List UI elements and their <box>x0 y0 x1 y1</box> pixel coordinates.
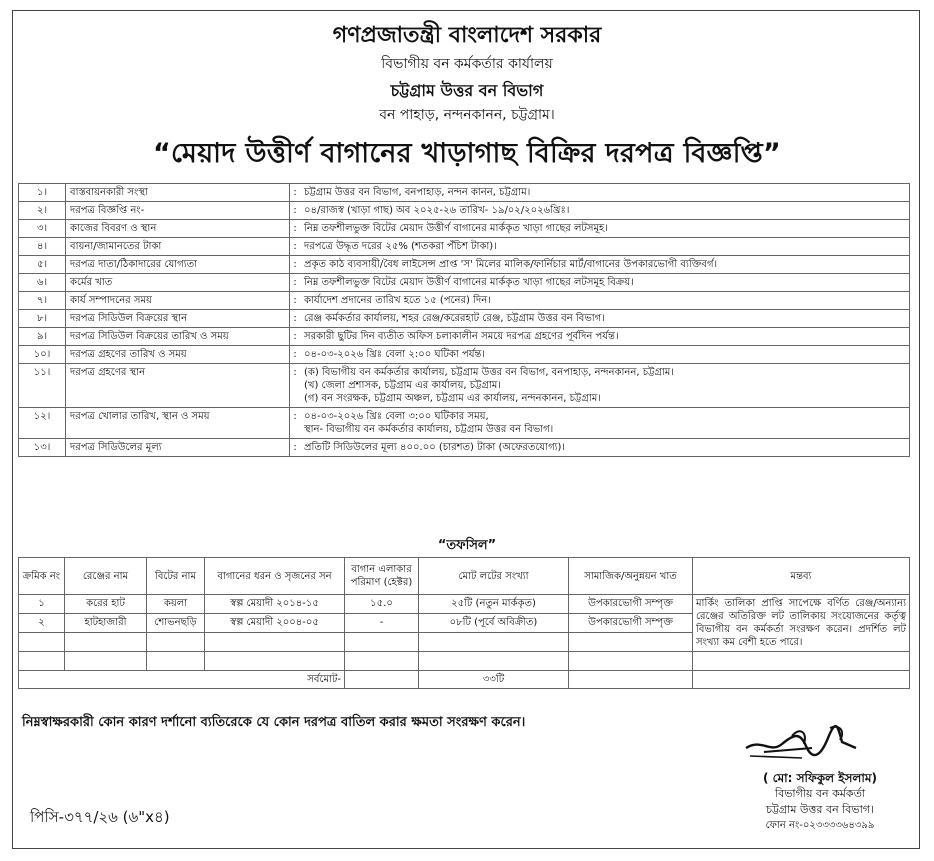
total-value: ৩৩টি <box>419 671 569 689</box>
total-row <box>19 671 910 689</box>
cell-range: করের হাট <box>65 595 147 614</box>
info-label: দরপত্র গ্রহণের স্থান <box>66 364 290 408</box>
info-label: দরপত্র সিডিউল বিক্রয়ের স্থান <box>66 310 290 328</box>
info-serial: ৩। <box>19 220 66 238</box>
total-label: সর্বমোট- <box>19 671 345 689</box>
info-row <box>19 310 910 328</box>
info-serial: ১২। <box>19 408 66 439</box>
info-serial: ১৩। <box>19 439 66 457</box>
signatory-name: ( মো: সফিকুল ইসলাম) <box>762 771 878 785</box>
cell-beat: কয়লা <box>147 595 205 614</box>
info-row <box>19 328 910 346</box>
cell-serial: ২ <box>19 614 65 633</box>
info-label: দরপত্র খোলার তারিখ, স্থান ও সময় <box>66 408 290 439</box>
info-value <box>300 408 910 439</box>
col-plantation-type: বাগানের ধরন ও সৃজনের সন <box>205 558 345 595</box>
info-value-line: (ক) বিভাগীয় বন কর্মকর্তার কার্যালয়, চট্টগ্রাম উত্তর বন বিভাগ, বনপাহাড়, নন্দনকানন, চট্টগ্রাম। <box>304 367 674 378</box>
cell-serial: ১ <box>19 595 65 614</box>
info-value-line: ০৪-০৩-২০২৬ খ্রিঃ বেলা ২:০০ ঘটিকা পর্যন্ত। <box>304 349 485 360</box>
info-value-line: নিম্ন তফশীলভুক্ত বিটের মেয়াদ উত্তীর্ণ বাগানের মার্ককৃত খাড়া গাছের লটসমূহ বিক্রয়। <box>304 277 634 288</box>
info-serial: ৫। <box>19 256 66 274</box>
info-value-line: ০৪-০৩-২০২৬ খ্রিঃ বেলা ৩:০০ ঘটিকার সময়, <box>304 411 489 422</box>
info-serial: ১০। <box>19 346 66 364</box>
info-colon: : <box>290 328 301 346</box>
info-colon: : <box>290 408 301 439</box>
info-colon: : <box>290 220 301 238</box>
info-value-line: ০৪/রাজস্ব (খাড়া গাছ) অব ২০২৫-২৬ তারিখ- ১৯/০২/২০২৬খ্রিঃ। <box>304 205 570 216</box>
info-value-line: সরকারী ছুটির দিন ব্যতীত অফিস চলাকালীন সময়ে দরপত্র গ্রহণের পূর্বদিন পর্যন্ত। <box>304 331 619 342</box>
info-serial: ৪। <box>19 238 66 256</box>
info-label: দরপত্র দাতা/ঠিকাদারের যোগ্যতা <box>66 256 290 274</box>
info-row <box>19 346 910 364</box>
col-serial: ক্রমিক নং <box>19 558 65 595</box>
info-value-line: স্থান- বিভাগীয় বন কর্মকর্তার কার্যালয়, চট্টগ্রাম উত্তর বন বিভাগ। <box>304 424 554 435</box>
info-value-line: চট্টগ্রাম উত্তর বন বিভাগ, বনপাহাড়, নন্দন কানন, চট্টগ্রাম। <box>304 187 531 198</box>
info-value-line: প্রতিটি সিডিউলের মূল্য ৪০০.০০ (চারশত) টাকা (অফেরতযোগ্য)। <box>304 442 566 453</box>
info-value <box>300 346 910 364</box>
col-remarks: মন্তব্য <box>693 558 910 595</box>
info-label: দরপত্র গ্রহণের তারিখ ও সময় <box>66 346 290 364</box>
info-value <box>300 184 910 202</box>
government-title: গণপ্রজাতন্ত্রী বাংলাদেশ সরকার <box>332 23 602 48</box>
cell-lots: ০৮টি (পূর্বে অবিক্রীত) <box>419 614 569 633</box>
schedule-title: “তফসিল” <box>437 538 497 553</box>
division-name: চট্টগ্রাম উত্তর বন বিভাগ <box>390 81 544 100</box>
info-value <box>300 439 910 457</box>
info-serial: ১। <box>19 184 66 202</box>
cell-remarks: মার্কিং তালিকা প্রাপ্তি সাপেক্ষে বর্ণিত রেঞ্জ/অন্যান্য রেঞ্জের অতিরিক্ত লট তালিকায় সংযোজনের কর্তৃত্ব বিভাগীয় বন কর্মকর্তা সংরক্ষণ করেন। প্রদর্শিত লট সংখ্যা কম বেশী হতে পারে। <box>693 595 910 652</box>
signatory-block <box>730 770 910 834</box>
info-value-line: নিম্ন তফশীলভুক্ত বিটের মেয়াদ উত্তীর্ণ বাগানের মার্ককৃত খাড়া গাছের লটসমূহ। <box>304 223 608 234</box>
info-row <box>19 184 910 202</box>
info-colon: : <box>290 310 301 328</box>
col-range: রেঞ্জের নাম <box>65 558 147 595</box>
cancellation-notice: নিম্নস্বাক্ষরকারী কোন কারণ দর্শানো ব্যতিরেকে যে কোন দরপত্র বাতিল করার ক্ষমতা সংরক্ষণ করেন। <box>22 715 526 730</box>
table-row <box>19 595 910 614</box>
cell-area: ১৫.০ <box>345 595 419 614</box>
info-label: বায়না/জামানতের টাকা <box>66 238 290 256</box>
info-value <box>300 202 910 220</box>
col-sector: সামাজিক/অনুন্নয়ন খাত <box>569 558 693 595</box>
info-colon: : <box>290 364 301 408</box>
office-address: বন পাহাড়, নন্দনকানন, চট্টগ্রাম। <box>379 107 555 123</box>
info-value-line: রেঞ্জ কর্মকর্তার কার্যালয়, শহর রেঞ্জ/করেরহাট রেঞ্জ, চট্টগ্রাম উত্তর বন বিভাগ। <box>304 313 605 324</box>
info-value <box>300 310 910 328</box>
cell-type: স্বল্প মেয়াদী ২০০৪-০৫ <box>205 614 345 633</box>
info-value <box>300 364 910 408</box>
info-serial: ৬। <box>19 274 66 292</box>
info-serial: ২। <box>19 202 66 220</box>
info-row <box>19 202 910 220</box>
blank-row <box>19 652 910 671</box>
cell-beat: শোভনছড়ি <box>147 614 205 633</box>
info-colon: : <box>290 184 301 202</box>
signatory-phone: ফোন নং-০২৩৩৩৩৬৪৩৯৯ <box>765 820 875 831</box>
info-value-line: প্রকৃত কাঠ ব্যবসায়ী/বৈধ লাইসেন্স প্রাপ্ত 'স' মিলের মালিক/ফার্নিচার মার্ট/বাগানের উপকারভোগী ব্যক্তিবর্গ। <box>304 259 718 270</box>
cell-lots: ২৫টি (নতুন মার্ককৃত) <box>419 595 569 614</box>
reference-number: পিসি-৩৭৭/২৬ (৬"x৪) <box>30 808 170 826</box>
tender-info-table <box>18 183 910 457</box>
info-value-line: কার্যাদেশ প্রদানের তারিখ হতে ১৫ (পনের) দিন। <box>304 295 491 306</box>
info-value <box>300 238 910 256</box>
info-serial: ৯। <box>19 328 66 346</box>
info-value <box>300 328 910 346</box>
info-colon: : <box>290 346 301 364</box>
signature-mark <box>742 718 862 766</box>
info-value <box>300 274 910 292</box>
info-label: দরপত্র সিডিউল বিক্রয়ের তারিখ ও সময় <box>66 328 290 346</box>
schedule-header-row <box>19 558 910 595</box>
info-label: বাস্তবায়নকারী সংস্থা <box>66 184 290 202</box>
cell-sector: উপকারভোগী সম্পৃক্ত <box>569 614 693 633</box>
info-row <box>19 220 910 238</box>
info-colon: : <box>290 238 301 256</box>
info-colon: : <box>290 439 301 457</box>
office-name: বিভাগীয় বন কর্মকর্তার কার্যালয় <box>381 56 553 72</box>
col-lots: মোট লটের সংখ্যা <box>419 558 569 595</box>
signatory-office: চট্টগ্রাম উত্তর বন বিভাগ। <box>766 803 874 816</box>
info-serial: ৭। <box>19 292 66 310</box>
info-value <box>300 256 910 274</box>
info-colon: : <box>290 202 301 220</box>
info-serial: ৮। <box>19 310 66 328</box>
cell-type: স্বল্প মেয়াদী ২০১৪-১৫ <box>205 595 345 614</box>
cell-area: - <box>345 614 419 633</box>
info-colon: : <box>290 292 301 310</box>
cell-sector: উপকারভোগী সম্পৃক্ত <box>569 595 693 614</box>
info-value <box>300 220 910 238</box>
info-row <box>19 439 910 457</box>
info-row <box>19 408 910 439</box>
info-serial: ১১। <box>19 364 66 408</box>
info-row <box>19 292 910 310</box>
info-value-line: দরপত্রে উদ্ধৃত দরের ২৫% (শতকরা পঁচিশ টাকা)। <box>304 241 497 252</box>
info-row <box>19 256 910 274</box>
info-label: কার্য সম্পাদনের সময় <box>66 292 290 310</box>
info-label: কর্মের খাত <box>66 274 290 292</box>
info-label: দরপত্র সিডিউলের মূল্য <box>66 439 290 457</box>
info-value <box>300 292 910 310</box>
col-area: বাগান এলাকার পরিমাণ (হেক্টর) <box>345 558 419 595</box>
info-label: দরপত্র বিজ্ঞপ্তি নং- <box>66 202 290 220</box>
info-colon: : <box>290 274 301 292</box>
info-value-line: (গ) বন সংরক্ষক, চট্টগ্রাম অঞ্চল, চট্টগ্রাম এর কার্যালয়, নন্দনকানন, চট্টগ্রাম। <box>304 393 601 404</box>
info-colon: : <box>290 256 301 274</box>
info-row <box>19 274 910 292</box>
notice-title: “মেয়াদ উত্তীর্ণ বাগানের খাড়াগাছ বিক্রির দরপত্র বিজ্ঞপ্তি” <box>152 138 782 169</box>
info-row <box>19 238 910 256</box>
info-label: কাজের বিবরণ ও স্থান <box>66 220 290 238</box>
info-value-line: (খ) জেলা প্রশাসক, চট্টগ্রাম এর কার্যালয়, চট্টগ্রাম। <box>304 380 501 391</box>
col-beat: বিটের নাম <box>147 558 205 595</box>
schedule-table <box>18 557 910 689</box>
cell-range: হাটহাজারী <box>65 614 147 633</box>
info-row <box>19 364 910 408</box>
signatory-designation: বিভাগীয় বন কর্মকর্তা <box>774 787 866 800</box>
